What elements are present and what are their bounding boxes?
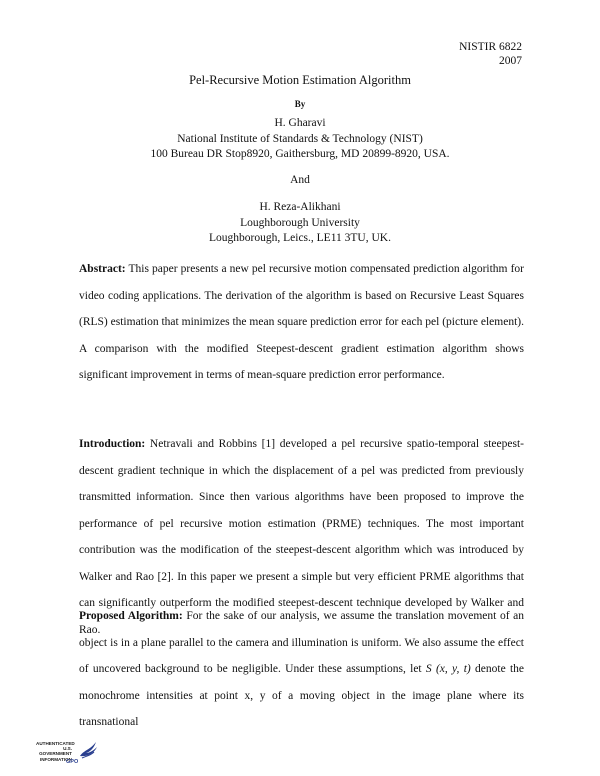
author-1-name: H. Gharavi bbox=[274, 117, 326, 129]
introduction-text: Netravali and Robbins [1] developed a pel recursive spatio-temporal steepest-descent gradient technique in which the displacement of a pel was predicted from previously transmitted information. Since then various algorithms have been proposed to improve the performance of pel recursive motion estimation (PRME) techniques. The most important contribution was the modification of the steepest-descent algorithm which was introduced by Walker and Rao [2]. In this paper we present a simple but very efficient PRME algorithms that can significantly outperform the modified steepest-descent technique developed by Walker and Rao. bbox=[79, 438, 524, 636]
eagle-icon bbox=[76, 738, 100, 762]
author-2-address: Loughborough, Leics., LE11 3TU, UK. bbox=[209, 232, 391, 244]
report-id-block bbox=[459, 40, 522, 68]
author-2-name: H. Reza-Alikhani bbox=[259, 201, 341, 213]
author-1-address: 100 Bureau DR Stop8920, Gaithersburg, MD 20899-8920, USA. bbox=[150, 148, 450, 160]
proposed-text-before: For the sake of our analysis, we assume the translation movement of an object is in a plane parallel to the camera and illumination is uniform. We also assume the effect of uncovered background to be negligible. Under these assumptions, let bbox=[79, 610, 524, 675]
report-number: NISTIR 6822 bbox=[459, 41, 522, 53]
author-2-block bbox=[0, 200, 600, 247]
intensity-symbol: S (x, y, t) bbox=[425, 663, 471, 675]
paper-title: Pel-Recursive Motion Estimation Algorithm bbox=[189, 73, 411, 87]
and-label: And bbox=[290, 174, 310, 186]
gpo-line-2: U.S. GOVERNMENT bbox=[39, 746, 72, 757]
author-1-affiliation: National Institute of Standards & Technology (NIST) bbox=[177, 132, 423, 145]
proposed-algorithm-paragraph bbox=[79, 603, 524, 736]
report-year: 2007 bbox=[499, 55, 522, 67]
gpo-label: GPO bbox=[66, 759, 79, 765]
author-2-affiliation: Loughborough University bbox=[240, 216, 360, 229]
abstract-heading: Abstract: bbox=[79, 263, 126, 275]
by-label: By bbox=[294, 99, 306, 109]
gpo-line-3: INFORMATION bbox=[39, 756, 72, 762]
proposed-algorithm-heading: Proposed Algorithm: bbox=[79, 610, 183, 622]
gpo-line-1: AUTHENTICATED bbox=[36, 741, 75, 746]
abstract-paragraph bbox=[79, 256, 524, 389]
introduction-heading: Introduction: bbox=[79, 438, 146, 450]
proposed-text-after: denote the monochrome intensities at point x, y of a moving object in the image plane where its transnational bbox=[79, 663, 525, 728]
abstract-text: This paper presents a new pel recursive motion compensated prediction algorithm for video coding applications. The derivation of the algorithm is based on Recursive Least Squares (RLS) estimation that minimizes the mean square prediction error for each pel (picture element). A comparison with the modified Steepest-descent gradient estimation algorithm shows significant improvement in terms of mean-square prediction error performance. bbox=[79, 263, 524, 381]
gpo-authentication-logo bbox=[36, 738, 106, 770]
author-1-block bbox=[0, 116, 600, 163]
